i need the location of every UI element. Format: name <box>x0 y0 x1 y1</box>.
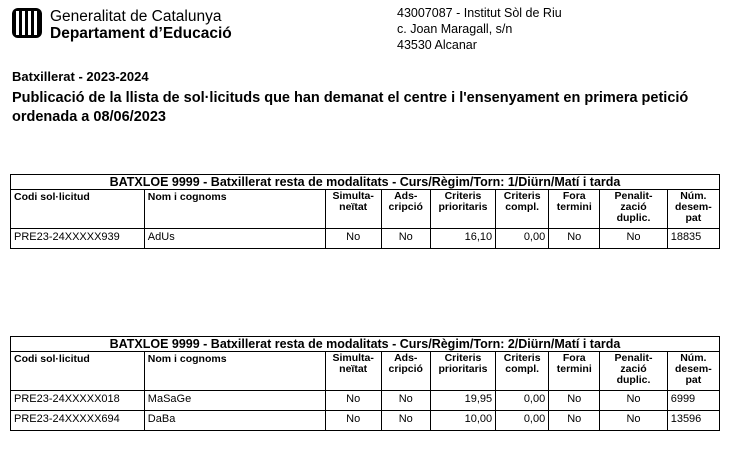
table-cell: No <box>549 391 600 411</box>
column-header: Codi sol·licitud <box>11 352 145 391</box>
table-cell: No <box>325 411 381 431</box>
column-header: Núm. desem- pat <box>667 190 719 229</box>
table-cell: No <box>381 391 430 411</box>
school-address <box>397 5 562 53</box>
column-header: Codi sol·licitud <box>11 190 145 229</box>
column-header: Ads- cripció <box>381 190 430 229</box>
department-name: Departament d’Educació <box>50 25 232 42</box>
table-row <box>11 391 720 411</box>
table-row <box>11 411 720 431</box>
table-cell: AdUs <box>144 229 325 249</box>
address-line: 43530 Alcanar <box>397 38 477 52</box>
table-caption: BATXLOE 9999 - Batxillerat resta de modalitats - Curs/Règim/Torn: 2/Diürn/Matí i tarda <box>11 337 720 352</box>
applications-table-2 <box>10 336 720 431</box>
column-header: Nom i cognoms <box>144 352 325 391</box>
table-cell: No <box>549 411 600 431</box>
org-name: Generalitat de Catalunya <box>50 8 222 25</box>
applications-table-1 <box>10 174 720 249</box>
table-cell: 0,00 <box>496 411 549 431</box>
column-header: Criteris prioritaris <box>430 352 495 391</box>
table-cell: 10,00 <box>430 411 495 431</box>
table-cell: 16,10 <box>430 229 495 249</box>
table-cell: DaBa <box>144 411 325 431</box>
table-cell: 19,95 <box>430 391 495 411</box>
table-cell: 0,00 <box>496 391 549 411</box>
table-cell: No <box>325 391 381 411</box>
table-cell: No <box>549 229 600 249</box>
column-header: Criteris prioritaris <box>430 190 495 229</box>
table-cell: 13596 <box>667 411 719 431</box>
table-cell: No <box>325 229 381 249</box>
table-cell: No <box>600 229 667 249</box>
column-header: Penalit- zació duplic. <box>600 190 667 229</box>
table-caption: BATXLOE 9999 - Batxillerat resta de modalitats - Curs/Règim/Torn: 1/Diürn/Matí i tarda <box>11 175 720 190</box>
address-line: 43007087 - Institut Sòl de Riu <box>397 6 562 20</box>
table-cell: PRE23-24XXXXX694 <box>11 411 145 431</box>
column-header: Simulta- neïtat <box>325 190 381 229</box>
column-header: Ads- cripció <box>381 352 430 391</box>
table-cell: No <box>600 411 667 431</box>
column-header: Nom i cognoms <box>144 190 325 229</box>
address-line: c. Joan Maragall, s/n <box>397 22 513 36</box>
table-cell: 18835 <box>667 229 719 249</box>
column-header: Criteris compl. <box>496 190 549 229</box>
document-title: Publicació de la llista de sol·licituds que han demanat el centre i l'ensenyament en primera petició ordenada a 08/06/2023 <box>12 90 689 125</box>
table-row <box>11 229 720 249</box>
document-subtitle: Batxillerat - 2023-2024 <box>12 69 149 84</box>
column-header: Fora termini <box>549 352 600 391</box>
column-header: Núm. desem- pat <box>667 352 719 391</box>
column-header: Fora termini <box>549 190 600 229</box>
table-cell: 6999 <box>667 391 719 411</box>
table-cell: 0,00 <box>496 229 549 249</box>
table-cell: No <box>600 391 667 411</box>
generalitat-logo-icon <box>12 8 42 38</box>
column-header: Criteris compl. <box>496 352 549 391</box>
table-cell: PRE23-24XXXXX939 <box>11 229 145 249</box>
table-cell: PRE23-24XXXXX018 <box>11 391 145 411</box>
column-header: Simulta- neïtat <box>325 352 381 391</box>
column-header: Penalit- zació duplic. <box>600 352 667 391</box>
table-cell: No <box>381 229 430 249</box>
table-cell: MaSaGe <box>144 391 325 411</box>
table-cell: No <box>381 411 430 431</box>
